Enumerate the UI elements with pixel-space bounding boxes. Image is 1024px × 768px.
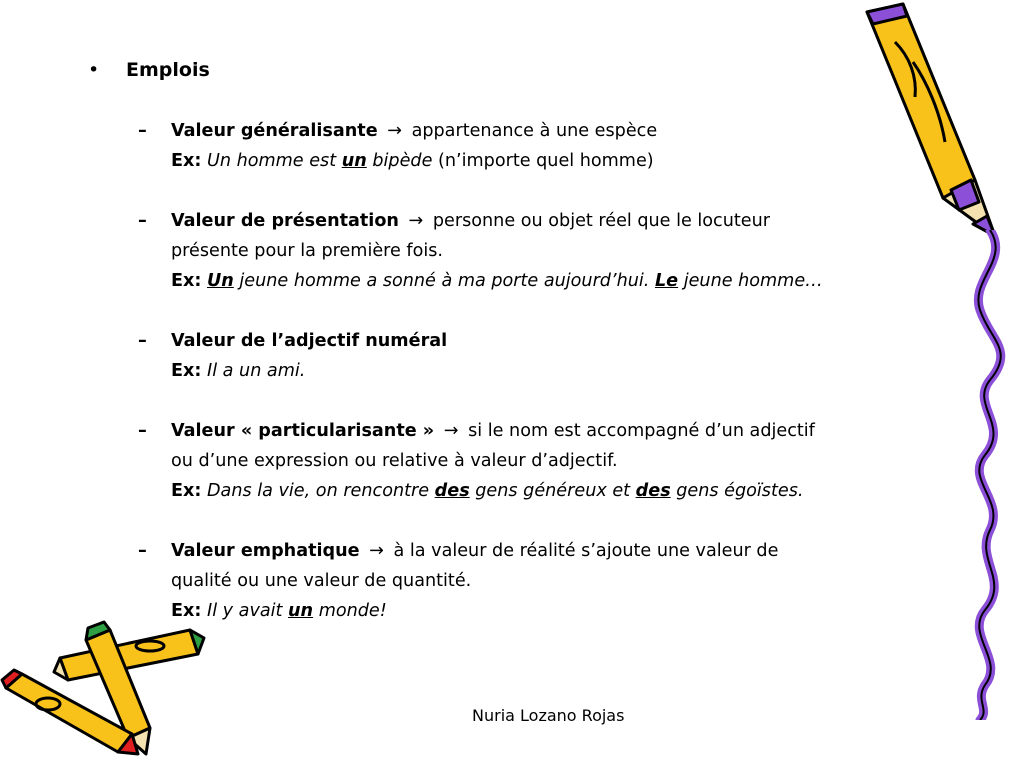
example-label: Ex:	[171, 601, 202, 621]
example-text: gens égoïstes.	[676, 481, 804, 501]
example-text: bipède	[372, 151, 433, 171]
example-text: Un homme est	[207, 151, 337, 171]
item-description: à la valeur de réalité s’ajoute une valeur de	[393, 541, 779, 561]
footer-author: Nuria Lozano Rojas	[472, 706, 625, 725]
dash-marker: –	[138, 211, 147, 231]
example-article: un	[288, 601, 314, 621]
arrow-glyph: →	[443, 421, 459, 441]
section-title: Emplois	[126, 59, 210, 81]
example-text: monde!	[318, 601, 387, 621]
item-description: si le nom est accompagné d’un adjectif	[468, 421, 815, 441]
example-line	[171, 266, 931, 296]
example-text: jeune homme a sonné à ma porte aujourd’hui.	[239, 271, 650, 291]
dash-marker: –	[138, 121, 147, 141]
bullet-dot: •	[88, 59, 100, 81]
example-article: un	[341, 151, 367, 171]
item-description: personne ou objet réel que le locuteur	[432, 211, 770, 231]
example-text: jeune homme…	[683, 271, 823, 291]
dash-marker: –	[138, 541, 147, 561]
dash-marker: –	[138, 331, 147, 351]
example-article: des	[434, 481, 470, 501]
example-text: Il y avait	[207, 601, 283, 621]
example-line	[171, 596, 931, 626]
arrow-glyph: →	[369, 541, 384, 561]
arrow-glyph: →	[408, 211, 424, 231]
arrow-glyph: →	[387, 121, 402, 141]
example-text: Dans la vie, on rencontre	[207, 481, 430, 501]
example-article: Un	[207, 271, 234, 291]
item-title: Valeur de l’adjectif numéral	[171, 331, 448, 351]
example-label: Ex:	[171, 271, 202, 291]
item-description-continued: présente pour la première fois.	[171, 241, 444, 261]
example-label: Ex:	[171, 151, 202, 171]
example-article: Le	[654, 271, 679, 291]
example-label: Ex:	[171, 481, 202, 501]
item-description-continued: ou d’une expression ou relative à valeur d’adjectif.	[171, 451, 618, 471]
item-title: Valeur emphatique	[171, 541, 360, 561]
example-label: Ex:	[171, 361, 202, 381]
example-line	[171, 476, 931, 506]
example-line	[171, 146, 931, 176]
example-line	[171, 356, 931, 386]
item-description: appartenance à une espèce	[411, 121, 658, 141]
squiggle-line-decoration	[960, 230, 1020, 720]
item-title: Valeur « particularisante »	[171, 421, 435, 441]
item-description-continued: qualité ou une valeur de quantité.	[171, 571, 472, 591]
dash-marker: –	[138, 421, 147, 441]
example-article: des	[635, 481, 671, 501]
example-text: Il a un ami.	[207, 361, 306, 381]
crayons-bottom-left-clipart	[0, 618, 210, 758]
example-note: (n’importe quel homme)	[438, 151, 654, 171]
example-text: gens généreux et	[475, 481, 631, 501]
item-title: Valeur généralisante	[171, 121, 378, 141]
item-title: Valeur de présentation	[171, 211, 399, 231]
